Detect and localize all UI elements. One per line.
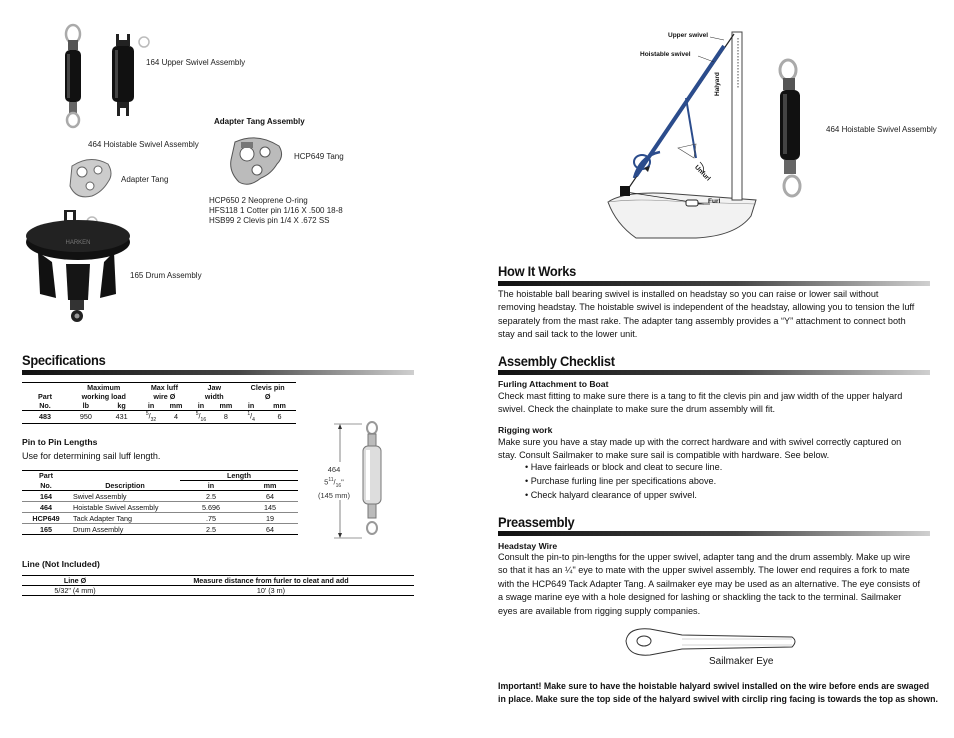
furling-attachment-subheading: Furling Attachment to Boat — [498, 379, 609, 389]
hoistable-swivel-photo — [772, 58, 812, 208]
spec-header-kg: kg — [117, 401, 126, 410]
dimension-swivel-drawing — [332, 418, 392, 544]
preassembly-bar — [498, 531, 930, 536]
spec-header-maxload2: working load — [81, 392, 126, 401]
how-it-works-text: The hoistable ball bearing swivel is installed on headstay so you can raise or lower sail without removing headstay. The hoistable swivel is independent of the headstay, allowing you to tension the luff separately from the mast rake. The adapter tang assembly provides a “Y” attachment to connect both stay and sail tack to the lower unit. — [498, 289, 915, 341]
how-it-works-bar — [498, 281, 930, 286]
spec-jaw-in: $^5/_{16}$ — [195, 411, 207, 423]
diagram-unfurl-label: Unfurl — [693, 164, 712, 183]
specifications-table — [22, 382, 296, 424]
spec-header-mm2: mm — [219, 401, 233, 410]
assembly-checklist-heading: Assembly Checklist — [498, 353, 615, 369]
spec-header-clevis2: Ø — [264, 392, 271, 401]
checklist-bullet: • Purchase furling line per specifications above. — [525, 476, 717, 487]
ptp-header-description: Description — [105, 480, 145, 490]
spec-header-in3: in — [247, 401, 255, 410]
rigging-work-subheading: Rigging work — [498, 425, 553, 435]
sailmaker-eye-caption: Sailmaker Eye — [709, 656, 774, 667]
diagram-upper-swivel-label: Upper swivel — [668, 32, 709, 39]
line-header-line: Line Ø — [63, 576, 87, 585]
spec-lb: 950 — [79, 412, 92, 422]
ptp-header-part: Part — [39, 471, 53, 481]
adapter-tang-photo — [66, 156, 114, 200]
dimension-mm: (145 mm) — [317, 491, 351, 500]
spec-header-no: No. — [39, 401, 51, 410]
parts-line-2: HFS118 1 Cotter pin 1/16 X .500 18-8 — [209, 206, 343, 215]
spec-clevis-mm: 6 — [277, 412, 282, 422]
checklist-bullet: • Have fairleads or block and cleat to secure line. — [525, 462, 723, 473]
spec-header-jaw2: width — [204, 392, 224, 401]
line-value: 5/32" (4 mm) — [54, 586, 96, 595]
furling-attachment-text: Check mast fitting to make sure there is a tang to fit the clevis pin and jaw width of the upper halyard swivel. Check the chainplate to make sure the drum assembly will fit. — [498, 391, 903, 416]
line-table — [22, 575, 414, 596]
pin-to-pin-subtitle: Use for determining sail luff length. — [22, 451, 161, 461]
hcp649-tang-caption: HCP649 Tang — [294, 152, 344, 161]
swivel-assemblies-photo — [58, 22, 153, 134]
spec-part: 483 — [39, 412, 51, 422]
dimension-inch: $5^{11}/_{16}$" — [324, 477, 344, 489]
how-it-works-heading: How It Works — [498, 263, 577, 279]
spec-header-in2: in — [197, 401, 205, 410]
diagram-furl-label: Furl — [708, 198, 721, 205]
headstay-wire-text: Consult the pin-to pin-lengths for the upper swivel, adapter tang and the drum assembly. Make up wire so that it has an ¼" eye to mate with the upper swivel assembly. The lower end requires a fork to mate with the HCP649 Tack Adapter Tang. A sailmaker eye may be used as an alternative. The eye consists of a swage marine eye with a hole designed for lashing or shackling the tack to the terminal. Sailmaker eyes are available from rigging supply companies. — [498, 552, 921, 617]
table-row: 464 Hoistable Swivel Assembly 5.696 145 — [22, 502, 298, 513]
spec-header-mm1: mm — [169, 401, 183, 410]
preassembly-heading: Preassembly — [498, 514, 575, 530]
ptp-header-mm: mm — [263, 481, 277, 490]
drum-brand-text: HARKEN — [65, 240, 91, 246]
ptp-header-in: in — [207, 481, 215, 490]
hoistable-swivel-photo-caption: 464 Hoistable Swivel Assembly — [826, 125, 937, 134]
adapter-tang-assembly-title: Adapter Tang Assembly — [214, 117, 305, 126]
headstay-wire-subheading: Headstay Wire — [498, 541, 558, 551]
spec-kg: 431 — [115, 412, 128, 422]
spec-header-in1: in — [147, 401, 155, 410]
table-row: 164 Swivel Assembly 2.5 64 — [22, 491, 298, 502]
line-measure-value: 10' (3 m) — [256, 586, 286, 595]
specifications-heading: Specifications — [22, 352, 106, 368]
spec-header-maxload: Maximum — [87, 383, 121, 392]
spec-header-part: Part — [38, 392, 52, 401]
diagram-halyard-label: Halyard — [714, 72, 721, 96]
assembly-checklist-bar — [498, 370, 930, 375]
checklist-bullet: • Check halyard clearance of upper swivel. — [525, 490, 697, 501]
important-note: Important! Make sure to have the hoistable halyard swivel installed on the wire before ends are swaged in place. Make sure the top side of the halyard swivel with circlip ring facing is towards the top as shown. — [498, 681, 938, 704]
spec-header-jaw: Jaw — [207, 383, 222, 392]
line-title: Line (Not Included) — [22, 559, 100, 569]
hoistable-swivel-caption: 464 Hoistable Swivel Assembly — [88, 140, 199, 149]
pin-to-pin-table — [22, 470, 298, 535]
spec-luff-in: $^5/_{32}$ — [145, 411, 157, 423]
drum-assembly-photo — [22, 208, 134, 326]
ptp-header-no: No. — [40, 480, 52, 490]
dimension-part: 464 — [327, 465, 341, 474]
spec-header-mm3: mm — [273, 401, 286, 410]
rigging-work-text: Make sure you have a stay made up with the correct hardware and with swivel correctly captured on stay. Consult Sailmaker to make sure sail is compatible with hardware. See below. — [498, 437, 902, 462]
spec-luff-mm: 4 — [174, 412, 178, 422]
tang-assembly-photo — [227, 132, 287, 192]
diagram-hoistable-swivel-label: Hoistable swivel — [640, 51, 691, 58]
spec-clevis-in: $^1/_4$ — [247, 411, 255, 423]
line-header-measure: Measure distance from furler to cleat and add — [193, 576, 349, 585]
upper-swivel-caption: 164 Upper Swivel Assembly — [146, 58, 246, 67]
spec-header-maxluff: Max luff — [150, 383, 178, 392]
parts-line-1: HCP650 2 Neoprene O-ring — [209, 196, 308, 205]
specifications-heading-bar — [22, 370, 414, 375]
rigging-diagram — [606, 28, 766, 240]
spec-header-clevis: Clevis pin — [250, 383, 285, 392]
spec-header-lb: lb — [82, 401, 90, 410]
drum-caption: 165 Drum Assembly — [130, 271, 202, 280]
spec-header-maxluff2: wire Ø — [153, 392, 176, 401]
pin-to-pin-title: Pin to Pin Lengths — [22, 437, 98, 447]
spec-jaw-mm: 8 — [223, 412, 228, 422]
table-row: 165 Drum Assembly 2.5 64 — [22, 524, 298, 535]
adapter-tang-caption: Adapter Tang — [121, 175, 169, 184]
ptp-header-length: Length — [180, 471, 298, 481]
parts-line-3: HSB99 2 Clevis pin 1/4 X .672 SS — [209, 216, 330, 225]
table-row: HCP649 Tack Adapter Tang .75 19 — [22, 513, 298, 524]
